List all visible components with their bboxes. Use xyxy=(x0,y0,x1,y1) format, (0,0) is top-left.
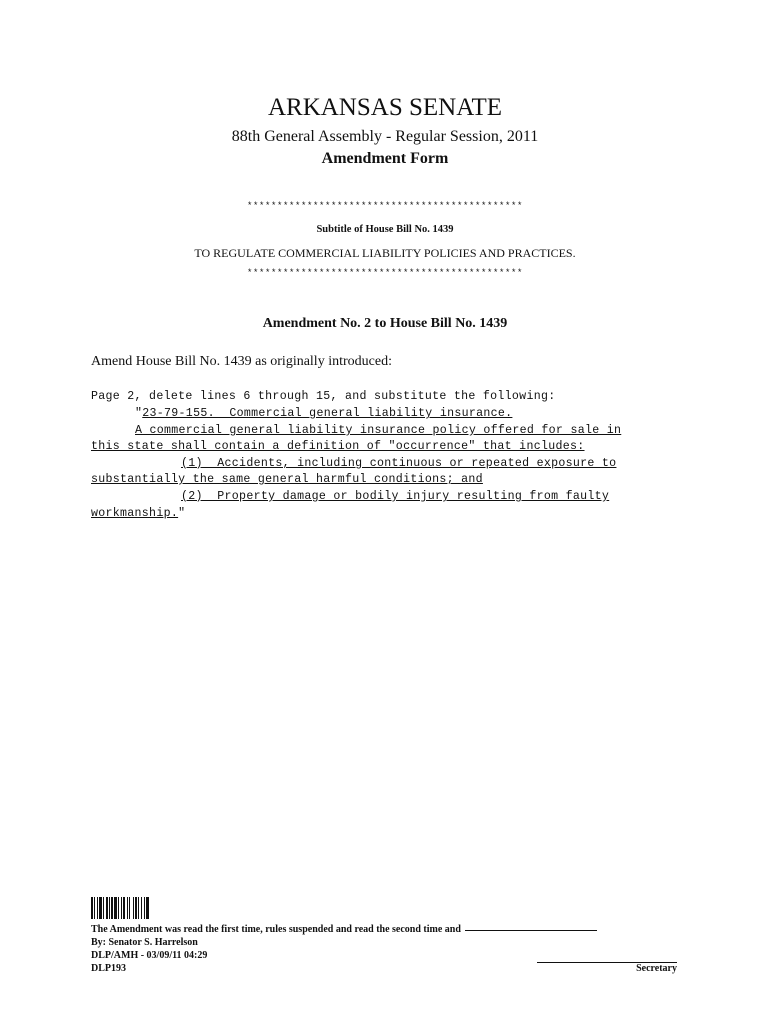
open-quote: " xyxy=(135,407,143,420)
subtitle-text: TO REGULATE COMMERCIAL LIABILITY POLICIES AND PRACTICES. xyxy=(194,246,576,260)
footer-read-text: The Amendment was read the first time, rules suspended and read the second time and xyxy=(91,924,461,935)
assembly-session: 88th General Assembly - Regular Session, 2011 xyxy=(231,128,539,145)
amendment-line-5-text: (1) Accidents, including continuous or repeated exposure to xyxy=(181,457,617,470)
subtitle-label: Subtitle of House Bill No. 1439 xyxy=(316,224,454,235)
footer-sponsor: By: Senator S. Harrelson xyxy=(91,937,198,948)
amendment-line-3-text: A commercial general liability insurance policy offered for sale in xyxy=(135,424,622,437)
amendment-line-6-text: substantially the same general harmful conditions; and xyxy=(91,473,483,486)
amendment-line-4 xyxy=(91,440,585,453)
footer-code-date: DLP/AMH - 03/09/11 04:29 xyxy=(91,950,208,961)
amendment-line-1-text: Page 2, delete lines 6 through 15, and substitute the following: xyxy=(91,390,556,403)
amendment-line-3 xyxy=(135,424,621,437)
section-heading: 23-79-155. Commercial general liability insurance. xyxy=(142,407,513,420)
blank-signature-line xyxy=(465,930,597,931)
footer-read-line xyxy=(91,924,597,935)
separator-bottom: ********************************************** xyxy=(246,268,524,278)
amendment-line-4-text: this state shall contain a definition of "occurrence" that includes: xyxy=(91,440,585,453)
secretary-label: Secretary xyxy=(636,963,677,974)
amendment-heading: Amendment No. 2 to House Bill No. 1439 xyxy=(262,316,508,331)
footer-code: DLP193 xyxy=(91,963,126,974)
separator-top: ********************************************** xyxy=(246,201,524,211)
amendment-line-8-text: workmanship. xyxy=(91,507,179,520)
page-title: ARKANSAS SENATE xyxy=(267,94,503,121)
amendment-line-6 xyxy=(91,473,483,486)
amendment-line-5 xyxy=(181,457,616,470)
amendment-line-7-text: (2) Property damage or bodily injury resulting from faulty xyxy=(181,490,610,503)
amendment-line-2 xyxy=(135,407,512,420)
amendment-line-1 xyxy=(91,390,555,403)
form-name: Amendment Form xyxy=(321,150,449,167)
amendment-line-7 xyxy=(181,490,609,503)
amendment-line-8 xyxy=(91,507,185,520)
amendment-intro: Amend House Bill No. 1439 as originally introduced: xyxy=(91,354,392,369)
close-quote: " xyxy=(178,507,186,520)
barcode-icon xyxy=(91,897,181,919)
